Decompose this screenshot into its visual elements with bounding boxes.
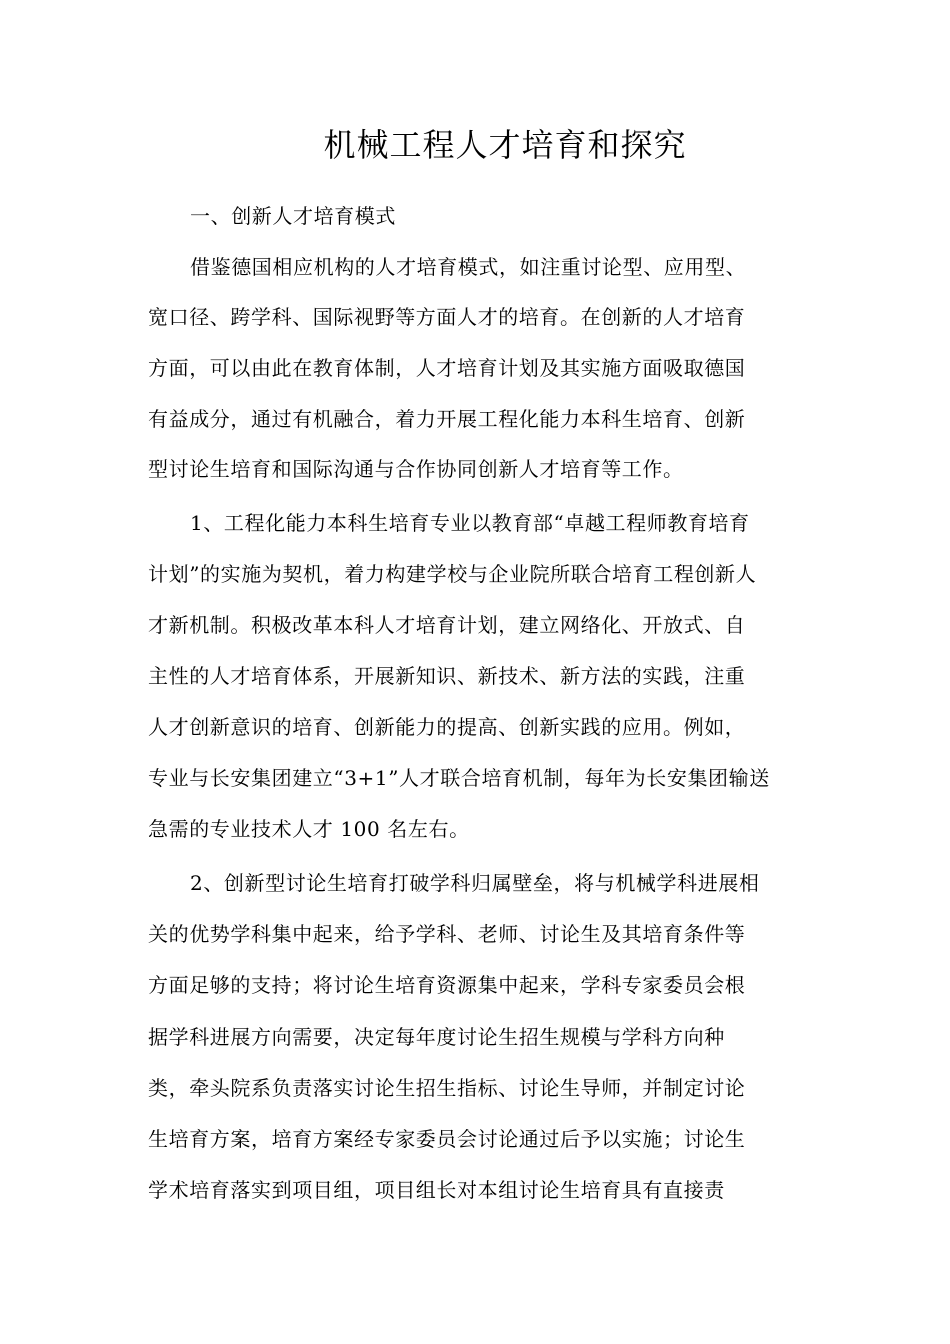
- paragraph-line: 据学科进展方向需要，决定每年度讨论生招生规模与学科方向种: [148, 1025, 725, 1049]
- paragraph-line: 关的优势学科集中起来，给予学科、老师、讨论生及其培育条件等: [148, 922, 746, 946]
- paragraph-line: 2、创新型讨论生培育打破学科归属壁垒，将与机械学科进展相: [190, 871, 760, 895]
- section-heading: 一、创新人才培育模式: [190, 204, 396, 228]
- paragraph-line: 型讨论生培育和国际沟通与合作协同创新人才培育等工作。: [148, 457, 684, 481]
- paragraph-line: 有益成分，通过有机融合，着力开展工程化能力本科生培育、创新: [148, 407, 746, 431]
- paragraph-line: 生培育方案，培育方案经专家委员会讨论通过后予以实施；讨论生: [148, 1127, 746, 1151]
- paragraph-line: 主性的人才培育体系，开展新知识、新技术、新方法的实践，注重: [148, 664, 746, 688]
- paragraph-line: 1、工程化能力本科生培育专业以教育部“卓越工程师教育培育: [190, 511, 750, 535]
- paragraph-line: 借鉴德国相应机构的人才培育模式，如注重讨论型、应用型、: [190, 255, 747, 279]
- paragraph-line: 专业与长安集团建立“3+1”人才联合培育机制，每年为长安集团输送: [148, 766, 770, 790]
- document-title: 机械工程人才培育和探究: [323, 126, 687, 164]
- paragraph-line: 计划”的实施为契机，着力构建学校与企业院所联合培育工程创新人: [148, 562, 757, 586]
- paragraph-line: 方面足够的支持；将讨论生培育资源集中起来，学科专家委员会根: [148, 973, 746, 997]
- paragraph-line: 类，牵头院系负责落实讨论生招生指标、讨论生导师，并制定讨论: [148, 1076, 746, 1100]
- paragraph-line: 急需的专业技术人才 100 名左右。: [148, 817, 470, 841]
- paragraph-line: 人才创新意识的培育、创新能力的提高、创新实践的应用。例如，: [148, 715, 746, 739]
- paragraph-line: 才新机制。积极改革本科人才培育计划，建立网络化、开放式、自: [148, 613, 746, 637]
- paragraph-line: 方面，可以由此在教育体制，人才培育计划及其实施方面吸取德国: [148, 356, 746, 380]
- paragraph-line: 宽口径、跨学科、国际视野等方面人才的培育。在创新的人才培育: [148, 305, 746, 329]
- paragraph-line: 学术培育落实到项目组，项目组长对本组讨论生培育具有直接责: [148, 1178, 725, 1202]
